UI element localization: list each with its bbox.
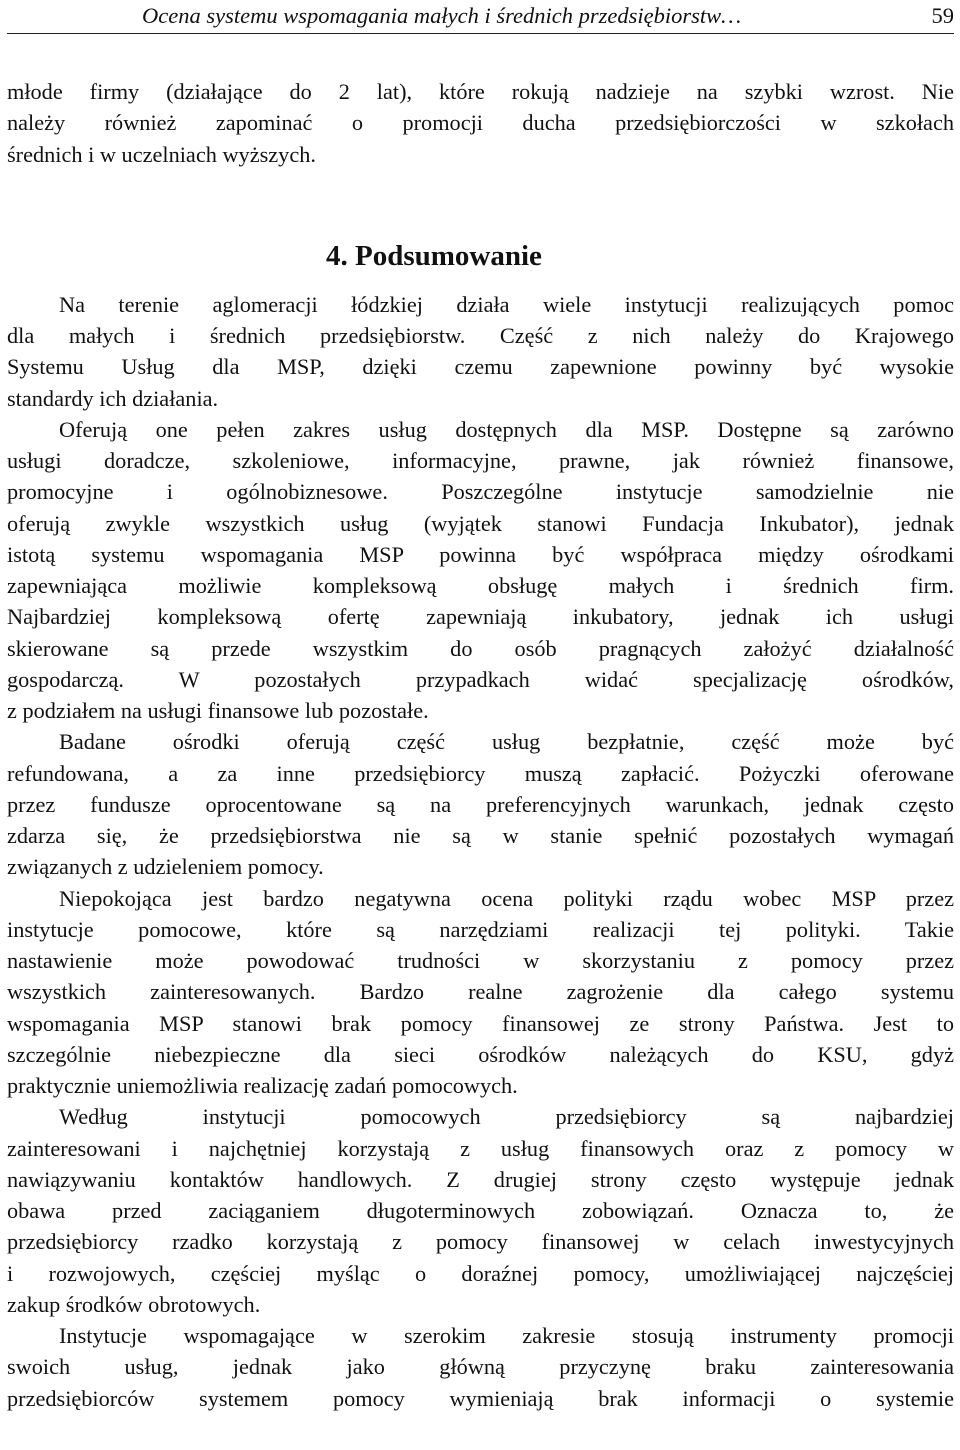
text-line: skierowane są przede wszystkim do osób pragnących założyć działalność — [7, 635, 954, 661]
text-line: Na terenie aglomeracji łódzkiej działa wiele instytucji realizujących pomoc — [59, 291, 954, 317]
text-line: zapewniająca możliwie kompleksową obsługę małych i średnich firm. — [7, 573, 954, 598]
text-line: zdarza się, że przedsiębiorstwa nie są w stanie spełnić pozostałych wymagań — [7, 823, 954, 848]
text-line: Instytucje wspomagające w szerokim zakresie stosują instrumenty promocji — [59, 1323, 954, 1348]
text-line: zainteresowani i najchętniej korzystają z usług finansowych oraz z pomocy w — [7, 1135, 954, 1161]
text-line: obawa przed zaciąganiem długoterminowych zobowiązań. Oznacza to, że — [7, 1198, 954, 1223]
text-line: Systemu Usług dla MSP, dzięki czemu zapewnione powinny być wysokie — [7, 354, 954, 380]
text-line: istotą systemu wspomagania MSP powinna być współpraca między ośrodkami — [7, 541, 954, 567]
paragraph-1 — [7, 289, 954, 414]
text-line: i rozwojowych, częściej myśląc o doraźnej pomocy, umożliwiającej najczęściej — [7, 1260, 954, 1286]
paragraph-6 — [7, 1320, 954, 1414]
text-line: z podziałem na usługi finansowe lub pozostałe. — [7, 698, 429, 723]
text-line: gospodarczą. W pozostałych przypadkach widać specjalizację ośrodków, — [7, 666, 954, 692]
text-line: oferują zwykle wszystkich usług (wyjątek stanowi Fundacja Inkubator), jednak — [7, 510, 954, 536]
text-line: przez fundusze oprocentowane są na preferencyjnych warunkach, jednak często — [7, 791, 954, 817]
text-line: nastawienie może powodować trudności w skorzystaniu z pomocy przez — [7, 948, 954, 973]
paragraph-2 — [7, 414, 954, 727]
text-line: Oferują one pełen zakres usług dostępnych dla MSP. Dostępne są zarówno — [59, 416, 954, 442]
text-line: wszystkich zainteresowanych. Bardzo realne zagrożenie dla całego systemu — [7, 979, 954, 1005]
text-line: średnich i w uczelniach wyższych. — [7, 141, 316, 167]
text-line: nawiązywaniu kontaktów handlowych. Z drugiej strony często występuje jednak — [7, 1166, 954, 1192]
text-line: przedsiębiorców systemem pomocy wymieniają brak informacji o systemie — [7, 1385, 954, 1411]
text-line: związanych z udzieleniem pomocy. — [7, 854, 324, 880]
text-line: należy również zapominać o promocji ducha przedsiębiorczości w szkołach — [7, 110, 954, 136]
text-line: szczególnie niebezpieczne dla sieci ośrodków należących do KSU, gdyż — [7, 1041, 954, 1067]
text-line: refundowana, a za inne przedsiębiorcy muszą zapłacić. Pożyczki oferowane — [7, 760, 954, 786]
text-line: praktycznie uniemożliwia realizację zadań pomocowych. — [7, 1073, 518, 1098]
text-line: wspomagania MSP stanowi brak pomocy finansowej ze strony Państwa. Jest to — [7, 1010, 954, 1036]
document-page — [7, 0, 954, 1450]
text-line: instytucje pomocowe, które są narzędziami realizacji tej polityki. Takie — [7, 916, 954, 942]
text-line: przedsiębiorcy rzadko korzystają z pomocy finansowej w celach inwestycyjnych — [7, 1229, 954, 1255]
paragraph-3 — [7, 726, 954, 882]
body-text — [7, 76, 954, 1414]
page-number: 59 — [931, 3, 954, 28]
text-line: swoich usług, jednak jako główną przyczynę braku zainteresowania — [7, 1354, 954, 1380]
text-line: zakup środków obrotowych. — [7, 1291, 261, 1317]
text-line: Niepokojąca jest bardzo negatywna ocena polityki rządu wobec MSP przez — [59, 885, 954, 911]
text-line: usługi doradcze, szkoleniowe, informacyjne, prawne, jak również finansowe, — [7, 448, 954, 473]
section-heading: 4. Podsumowanie — [326, 239, 542, 272]
paragraph-5 — [7, 1101, 954, 1320]
running-title: Ocena systemu wspomagania małych i średnich przedsiębiorstw… — [142, 3, 742, 28]
running-header — [7, 0, 954, 34]
text-line: Najbardziej kompleksową ofertę zapewniają inkubatory, jednak ich usługi — [7, 604, 954, 630]
text-line: promocyjne i ogólnobiznesowe. Poszczególne instytucje samodzielnie nie — [7, 479, 954, 505]
text-line: Badane ośrodki oferują część usług bezpłatnie, część może być — [59, 729, 954, 755]
text-line: dla małych i średnich przedsiębiorstw. Część z nich należy do Krajowego — [7, 323, 954, 348]
text-line: młode firmy (działające do 2 lat), które rokują nadzieje na szybki wzrost. Nie — [7, 79, 954, 104]
paragraph-intro — [7, 76, 954, 170]
text-line: Według instytucji pomocowych przedsiębiorcy są najbardziej — [59, 1104, 954, 1130]
text-line: standardy ich działania. — [7, 385, 219, 411]
paragraph-4 — [7, 883, 954, 1102]
